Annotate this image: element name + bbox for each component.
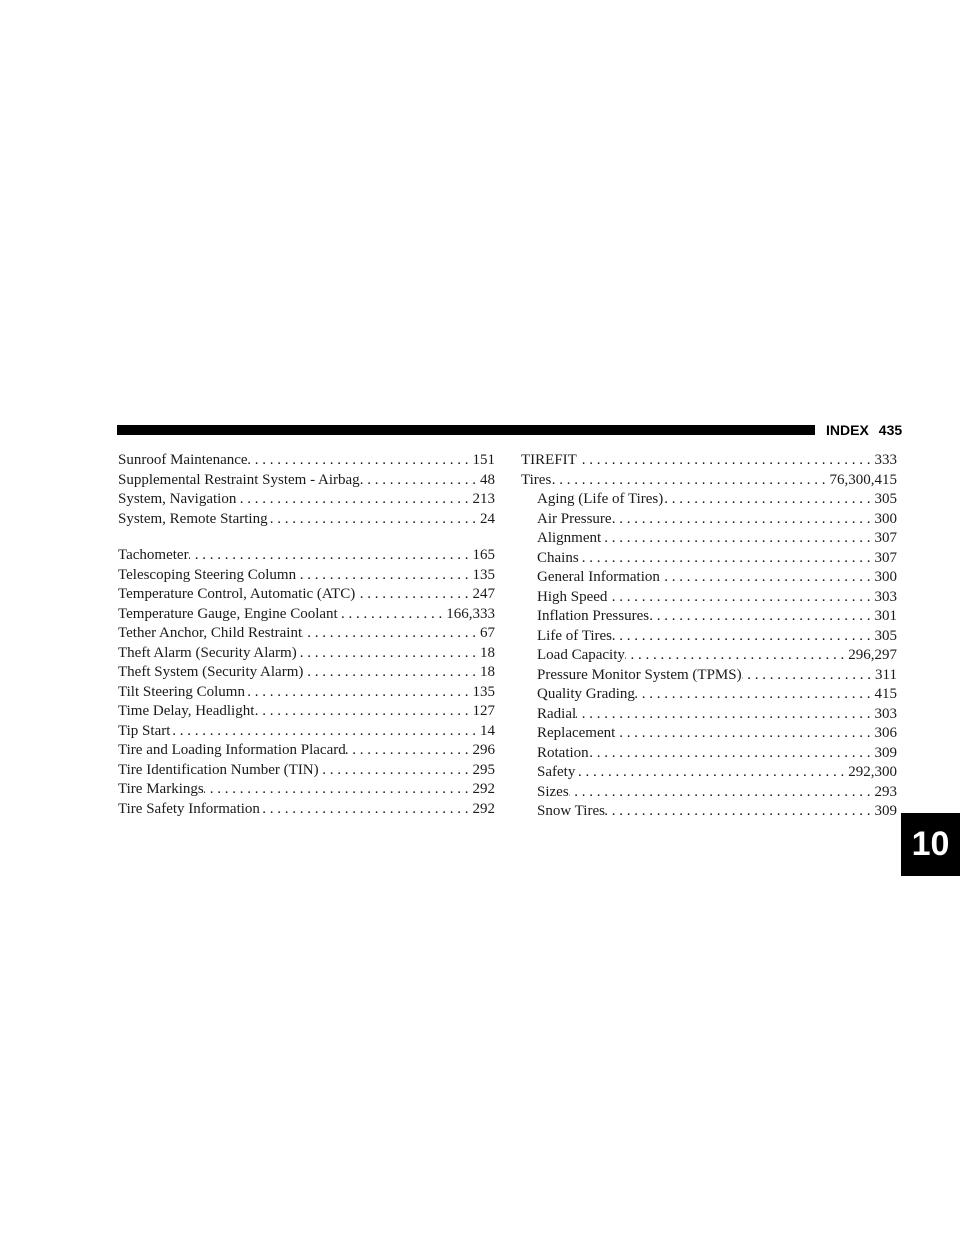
- page-ref: 295: [472, 761, 495, 778]
- page-ref: 292,300: [848, 764, 897, 780]
- page-ref: 67: [480, 625, 495, 641]
- dot-leader: [615, 724, 874, 744]
- index-entry: [118, 624, 495, 644]
- index-subentry: [521, 607, 897, 627]
- index-column-right: [521, 451, 897, 822]
- page-ref: 166,333: [446, 605, 495, 622]
- index-subentry: [521, 549, 897, 569]
- index-entry: [118, 566, 495, 586]
- dot-leader: [589, 744, 875, 764]
- index-subentry: [521, 490, 897, 510]
- index-entry: [118, 490, 495, 510]
- index-term: Safety: [537, 764, 576, 780]
- index-entry: [118, 702, 495, 722]
- dot-leader: [612, 627, 875, 647]
- page-ref: 24: [480, 510, 495, 527]
- page-ref: 301: [874, 608, 897, 624]
- index-entry: [118, 510, 495, 530]
- page-ref: 14: [480, 722, 495, 739]
- page-ref: 311: [875, 666, 897, 683]
- index-entry: [521, 451, 897, 471]
- index-term: Aging (Life of Tires): [537, 491, 664, 507]
- index-entry: [118, 800, 495, 820]
- page-ref: 135: [472, 683, 495, 700]
- page-ref: 76,300,415: [829, 471, 897, 488]
- index-subentry: [521, 627, 897, 647]
- index-term: Tire Markings: [118, 781, 204, 797]
- index-term: Alignment: [537, 530, 602, 546]
- dot-leader: [569, 783, 875, 803]
- dot-leader: [742, 666, 875, 686]
- index-term: Life of Tires: [537, 627, 612, 644]
- page-number: 435: [878, 422, 903, 438]
- page-ref: 309: [874, 744, 897, 761]
- index-term: Tire and Loading Information Placard: [118, 742, 346, 758]
- index-term: Tire Identification Number (TIN): [118, 761, 319, 778]
- index-entry: [118, 585, 495, 605]
- page-ref: 309: [874, 803, 897, 819]
- dot-leader: [551, 471, 829, 491]
- index-term: Radial: [537, 705, 577, 722]
- dot-leader: [254, 702, 472, 722]
- index-entry: [118, 722, 495, 742]
- dot-leader: [579, 549, 875, 569]
- index-entry: [118, 683, 495, 703]
- index-term: Tires: [521, 471, 552, 488]
- index-term: System, Remote Starting: [118, 510, 268, 527]
- page-ref: 127: [472, 703, 495, 719]
- letter-group-spacer: [118, 529, 495, 546]
- index-subentry: [521, 744, 897, 764]
- index-term: Quality Grading: [537, 686, 635, 702]
- index-term: Load Capacity: [537, 647, 625, 663]
- page-ref: 415: [874, 686, 897, 702]
- page-ref: 303: [874, 588, 897, 605]
- dot-leader: [268, 510, 480, 530]
- index-entry: [118, 471, 495, 491]
- index-term: Theft Alarm (Security Alarm): [118, 644, 297, 661]
- index-subentry: [521, 529, 897, 549]
- index-subentry: [521, 783, 897, 803]
- dot-leader: [649, 607, 874, 627]
- page-ref: 18: [480, 664, 495, 680]
- index-subentry: [521, 763, 897, 783]
- dot-leader: [577, 451, 875, 471]
- page-ref: 305: [874, 627, 897, 644]
- page-ref: 296,297: [848, 647, 897, 663]
- dot-leader: [204, 780, 473, 800]
- page-ref: 292: [472, 800, 495, 817]
- dot-leader: [663, 490, 874, 510]
- index-subentry: [521, 724, 897, 744]
- index-subentry: [521, 568, 897, 588]
- dot-leader: [576, 705, 874, 725]
- index-term: Snow Tires: [537, 803, 605, 819]
- dot-leader: [605, 802, 875, 822]
- index-entry: [118, 741, 495, 761]
- index-entry: [118, 605, 495, 625]
- index-term: Rotation: [537, 744, 589, 761]
- index-term: Temperature Control, Automatic (ATC): [118, 586, 356, 602]
- page-ref: 300: [874, 569, 897, 585]
- dot-leader: [625, 646, 848, 666]
- index-term: Time Delay, Headlight: [118, 703, 255, 719]
- index-subentry: [521, 510, 897, 530]
- index-term: Supplemental Restraint System - Airbag: [118, 471, 360, 488]
- index-entry: [118, 761, 495, 781]
- index-entry: [118, 451, 495, 471]
- dot-leader: [607, 588, 874, 608]
- index-term: System, Navigation: [118, 491, 237, 507]
- chapter-tab: 10: [901, 813, 960, 876]
- page-ref: 151: [472, 452, 495, 468]
- dot-leader: [338, 605, 447, 625]
- index-term: Sunroof Maintenance: [118, 452, 248, 468]
- index-entry: [118, 663, 495, 683]
- dot-leader: [612, 510, 875, 530]
- dot-leader: [260, 800, 473, 820]
- page-ref: 305: [874, 491, 897, 507]
- index-term: High Speed: [537, 588, 608, 605]
- dot-leader: [296, 566, 472, 586]
- index-term: General Information: [537, 569, 660, 585]
- dot-leader: [575, 763, 848, 783]
- page-ref: 303: [874, 705, 897, 722]
- page-ref: 213: [472, 491, 495, 507]
- dot-leader: [346, 741, 473, 761]
- index-term: Replacement: [537, 725, 616, 741]
- page-ref: 307: [874, 549, 897, 566]
- dot-leader: [189, 546, 473, 566]
- page-ref: 333: [874, 452, 897, 468]
- index-entry: [118, 546, 495, 566]
- page-ref: 247: [472, 586, 495, 602]
- dot-leader: [601, 529, 874, 549]
- index-subentry: [521, 685, 897, 705]
- page-ref: 296: [472, 742, 495, 758]
- index-subentry: [521, 646, 897, 666]
- header-rule: [117, 425, 815, 435]
- index-term: Tip Start: [118, 722, 171, 739]
- page-ref: 18: [480, 644, 495, 661]
- page-ref: 292: [472, 781, 495, 797]
- index-term: Air Pressure: [537, 510, 612, 527]
- dot-leader: [245, 683, 473, 703]
- page-ref: 165: [472, 547, 495, 563]
- dot-leader: [248, 451, 473, 471]
- page-ref: 300: [874, 510, 897, 527]
- dot-leader: [297, 644, 480, 664]
- page-ref: 307: [874, 530, 897, 546]
- running-header: [826, 420, 902, 440]
- dot-leader: [302, 624, 480, 644]
- dot-leader: [170, 722, 480, 742]
- index-entry: [521, 471, 897, 491]
- index-term: Telescoping Steering Column: [118, 566, 297, 583]
- index-term: Tachometer: [118, 547, 189, 563]
- section-title: INDEX: [826, 422, 869, 438]
- dot-leader: [319, 761, 473, 781]
- index-term: Pressure Monitor System (TPMS): [537, 666, 742, 683]
- dot-leader: [303, 663, 480, 683]
- index-entry: [118, 780, 495, 800]
- index-subentry: [521, 666, 897, 686]
- dot-leader: [355, 585, 472, 605]
- index-subentry: [521, 802, 897, 822]
- dot-leader: [660, 568, 875, 588]
- index-term: Inflation Pressures: [537, 608, 650, 624]
- index-term: Temperature Gauge, Engine Coolant: [118, 605, 338, 622]
- page-ref: 293: [874, 783, 897, 800]
- page-ref: 48: [480, 471, 495, 488]
- page-ref: 135: [472, 566, 495, 583]
- page-ref: 306: [874, 725, 897, 741]
- index-term: Theft System (Security Alarm): [118, 664, 304, 680]
- index-entry: [118, 644, 495, 664]
- dot-leader: [360, 471, 480, 491]
- index-term: Tire Safety Information: [118, 800, 260, 817]
- index-subentry: [521, 588, 897, 608]
- index-term: TIREFIT: [521, 452, 577, 468]
- index-term: Chains: [537, 549, 579, 566]
- index-subentry: [521, 705, 897, 725]
- dot-leader: [635, 685, 875, 705]
- index-term: Tilt Steering Column: [118, 683, 245, 700]
- index-term: Tether Anchor, Child Restraint: [118, 625, 303, 641]
- dot-leader: [236, 490, 472, 510]
- index-term: Sizes: [537, 783, 569, 800]
- index-column-left: [118, 451, 495, 819]
